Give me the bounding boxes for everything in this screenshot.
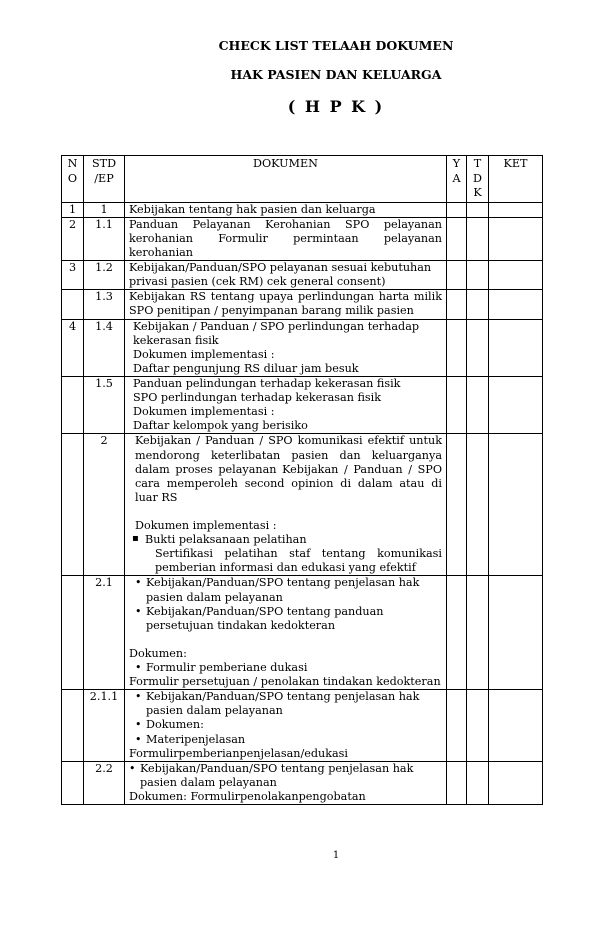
list-item: • Dokumen: bbox=[129, 718, 442, 732]
cell-no: 4 bbox=[62, 319, 84, 376]
list-item: • Materipenjelasan bbox=[129, 733, 442, 747]
cell-ket[interactable] bbox=[489, 261, 543, 290]
cell-ya[interactable] bbox=[447, 377, 467, 434]
table-row bbox=[62, 202, 543, 217]
page-number: 1 bbox=[332, 850, 340, 861]
bullet-list bbox=[129, 661, 442, 675]
cell-no bbox=[62, 377, 84, 434]
cell-no: 3 bbox=[62, 261, 84, 290]
cell-tdk[interactable] bbox=[467, 377, 489, 434]
cell-ket[interactable] bbox=[489, 434, 543, 576]
cell-ya[interactable] bbox=[447, 690, 467, 762]
cell-std: 1 bbox=[84, 202, 125, 217]
cell-tdk[interactable] bbox=[467, 761, 489, 804]
cell-ya[interactable] bbox=[447, 319, 467, 376]
cell-ket[interactable] bbox=[489, 576, 543, 690]
list-item: • Kebijakan/Panduan/SPO tentang penjelasan hak pasien dalam pelayanan bbox=[129, 576, 442, 604]
bullet-list bbox=[129, 576, 442, 632]
cell-ket[interactable] bbox=[489, 690, 543, 762]
header-ket: KET bbox=[489, 156, 543, 203]
doc-title-line-3: ( H P K ) bbox=[287, 97, 385, 116]
header-dokumen: DOKUMEN bbox=[125, 156, 447, 203]
cell-no bbox=[62, 761, 84, 804]
cell-tdk[interactable] bbox=[467, 217, 489, 260]
doc-title-line-2: HAK PASIEN DAN KELUARGA bbox=[230, 67, 442, 82]
cell-std: 2 bbox=[84, 434, 125, 576]
list-item: • Kebijakan/Panduan/SPO tentang panduan persetujuan tindakan kedokteran bbox=[129, 605, 442, 633]
list-item: • Kebijakan/Panduan/SPO tentang penjelasan hak pasien dalam pelayanan bbox=[129, 690, 442, 718]
header-std: STD /EP bbox=[84, 156, 125, 203]
bullet-list bbox=[123, 762, 442, 790]
cell-ya[interactable] bbox=[447, 761, 467, 804]
cell-ya[interactable] bbox=[447, 217, 467, 260]
cell-dokumen: Panduan pelindungan terhadap kekerasan fisik SPO perlindungan terhadap kekerasan fisik Dokumen implementasi : Daftar kelompok yang berisiko bbox=[125, 377, 447, 434]
cell-ket[interactable] bbox=[489, 319, 543, 376]
cell-tdk[interactable] bbox=[467, 690, 489, 762]
cell-dokumen: • Kebijakan/Panduan/SPO tentang penjelasan hak pasien dalam pelayanan Dokumen: Formulirpenolakanpengobatan bbox=[125, 761, 447, 804]
table-row bbox=[62, 576, 543, 690]
cell-std: 2.1.1 bbox=[84, 690, 125, 762]
checklist-table bbox=[61, 155, 543, 805]
cell-tdk[interactable] bbox=[467, 434, 489, 576]
table-row bbox=[62, 261, 543, 290]
table-row bbox=[62, 377, 543, 434]
list-item: ▪ Bukti pelaksanaan pelatihan bbox=[129, 533, 442, 547]
cell-ya[interactable] bbox=[447, 261, 467, 290]
cell-tdk[interactable] bbox=[467, 319, 489, 376]
cell-dokumen: • Kebijakan/Panduan/SPO tentang penjelasan hak pasien dalam pelayanan • Kebijakan/Panduan/SPO tentang panduan persetujuan tindakan kedokteran Dokumen: • Formulir pemberiane dukasi Formulir persetujuan / penolakan tindakan kedokteran bbox=[125, 576, 447, 690]
header-tdk: T D K bbox=[467, 156, 489, 203]
cell-ket[interactable] bbox=[489, 761, 543, 804]
cell-ya[interactable] bbox=[447, 576, 467, 690]
cell-std: 1.4 bbox=[84, 319, 125, 376]
cell-tdk[interactable] bbox=[467, 202, 489, 217]
cell-std: 1.2 bbox=[84, 261, 125, 290]
table-row bbox=[62, 290, 543, 319]
cell-no bbox=[62, 576, 84, 690]
cell-dokumen: Kebijakan / Panduan / SPO perlindungan terhadap kekerasan fisik Dokumen implementasi : Daftar pengunjung RS diluar jam besuk bbox=[125, 319, 447, 376]
cell-dokumen: Kebijakan / Panduan / SPO komunikasi efektif untuk mendorong keterlibatan pasien dan keluarganya dalam proses pelayanan Kebijakan / Panduan / SPO cara memperoleh second opinion di dalam atau di luar RS Dokumen implementasi : ▪ Bukti pelaksanaan pelatihan Sertifikasi pelatihan staf tentang komunikasi pemberian informasi dan edukasi yang efektif bbox=[125, 434, 447, 576]
cell-ya[interactable] bbox=[447, 202, 467, 217]
table-header-row bbox=[62, 156, 543, 203]
cell-no bbox=[62, 690, 84, 762]
cell-tdk[interactable] bbox=[467, 261, 489, 290]
cell-dokumen: Panduan Pelayanan Kerohanian SPO pelayanan kerohanian Formulir permintaan pelayanan kerohanian bbox=[125, 217, 447, 260]
cell-dokumen: Kebijakan tentang hak pasien dan keluarga bbox=[125, 202, 447, 217]
cell-ket[interactable] bbox=[489, 202, 543, 217]
cell-std: 1.1 bbox=[84, 217, 125, 260]
cell-no: 2 bbox=[62, 217, 84, 260]
table-row bbox=[62, 690, 543, 762]
table-row bbox=[62, 217, 543, 260]
cell-ket[interactable] bbox=[489, 217, 543, 260]
cell-std: 2.2 bbox=[84, 761, 125, 804]
cell-ya[interactable] bbox=[447, 290, 467, 319]
cell-ket[interactable] bbox=[489, 290, 543, 319]
bullet-list bbox=[129, 690, 442, 746]
table-row bbox=[62, 319, 543, 376]
cell-dokumen: Kebijakan/Panduan/SPO pelayanan sesuai kebutuhan privasi pasien (cek RM) cek general consent) bbox=[125, 261, 447, 290]
list-item: • Kebijakan/Panduan/SPO tentang penjelasan hak pasien dalam pelayanan bbox=[123, 762, 442, 790]
cell-ya[interactable] bbox=[447, 434, 467, 576]
header-ya: Y A bbox=[447, 156, 467, 203]
cell-tdk[interactable] bbox=[467, 290, 489, 319]
cell-ket[interactable] bbox=[489, 377, 543, 434]
bullet-list bbox=[129, 533, 442, 547]
cell-no: 1 bbox=[62, 202, 84, 217]
cell-std: 2.1 bbox=[84, 576, 125, 690]
cell-tdk[interactable] bbox=[467, 576, 489, 690]
doc-title-line-1: CHECK LIST TELAAH DOKUMEN bbox=[218, 38, 454, 53]
cell-dokumen: • Kebijakan/Panduan/SPO tentang penjelasan hak pasien dalam pelayanan • Dokumen: • Materipenjelasan Formulirpemberianpenjelasan/edukasi bbox=[125, 690, 447, 762]
list-item: • Formulir pemberiane dukasi bbox=[129, 661, 442, 675]
cell-std: 1.5 bbox=[84, 377, 125, 434]
cell-dokumen: Kebijakan RS tentang upaya perlindungan harta milik SPO penitipan / penyimpanan barang milik pasien bbox=[125, 290, 447, 319]
table-row bbox=[62, 434, 543, 576]
cell-no bbox=[62, 434, 84, 576]
header-no: N O bbox=[62, 156, 84, 203]
cell-std: 1.3 bbox=[84, 290, 125, 319]
cell-no bbox=[62, 290, 84, 319]
table-row bbox=[62, 761, 543, 804]
